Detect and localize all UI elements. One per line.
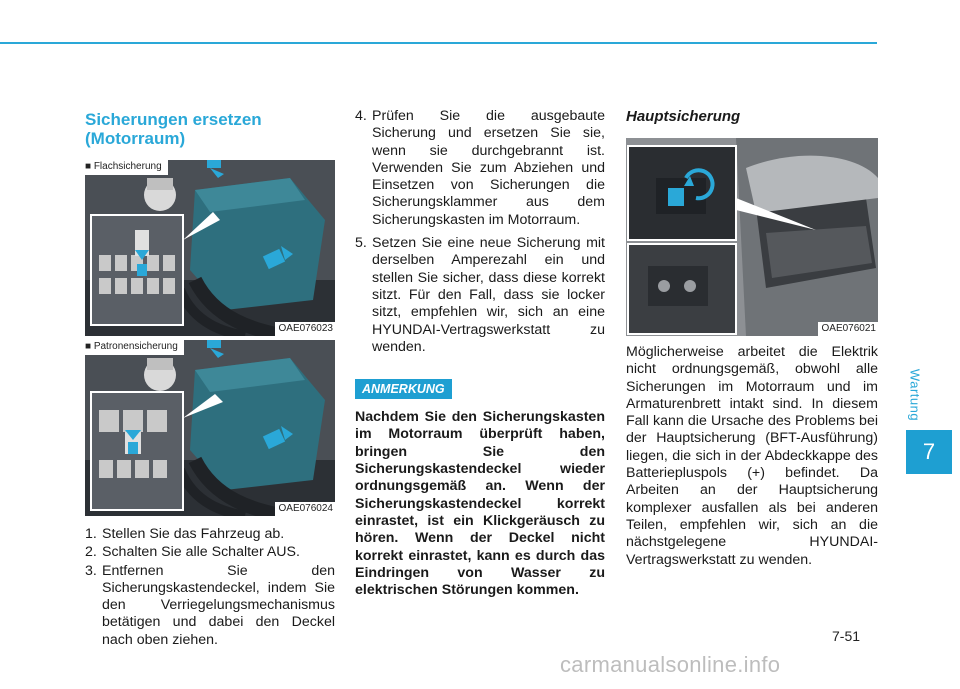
trunk-battery-illustration: [626, 138, 878, 336]
figure-code: OAE076021: [818, 322, 879, 336]
steps-list: [85, 526, 335, 649]
section-heading-line2: (Motorraum): [85, 129, 186, 148]
step-item: 4. Prüfen Sie die ausgebaute Sicherung und ersetzen Sie sie, wenn sie durchgebrannt ist. Verwenden Sie zum Abziehen und Einsetzen von Sicherungen die Sicherungsklammer aus dem Sicherungskasten im Motorraum.: [355, 108, 605, 228]
page-number: 7-51: [832, 628, 861, 644]
step-item: 5. Setzen Sie eine neue Sicherung mit derselben Amperezahl ein und stellen Sie sicher, dass diese korrekt sitzt. Für den Fall, dass sie locker sitzt, empfehlen wir, sich an eine HYUNDAI-Vertragswerkstatt zu wenden.: [355, 235, 605, 355]
figure-code: OAE076024: [275, 502, 336, 516]
figure-code: OAE076023: [275, 322, 336, 336]
header-rule: [0, 42, 877, 44]
column-right: [626, 108, 878, 569]
section-heading: [85, 110, 335, 148]
chapter-number-badge: 7: [906, 430, 952, 474]
step-item: 2. Schalten Sie alle Schalter AUS.: [85, 544, 300, 561]
figure-cartridge-fuse: [85, 340, 335, 516]
chapter-title-text: Wartung: [907, 368, 923, 422]
engine-fuse-box-illustration: [85, 340, 335, 516]
main-fuse-paragraph: Möglicherweise arbeitet die Elektrik nicht ordnungsgemäß, obwohl alle Sicherungen im Motorraum und im Armaturenbrett intakt sind. In diesem Fall kann die Ursache des Problems bei der Hauptsicherung (BFT-Ausführung) liegen, die sich in der Abdeckkappe des Batteriepluspols (+) befindet. Da Arbeiten an der Hauptsicherung komplexer ausfallen als bei anderen Teilen, empfehlen wir, sich an die nächstgelegene HYUNDAI-Vertragswerkstatt zu wenden.: [626, 344, 878, 568]
figure-blade-fuse: [85, 160, 335, 336]
section-heading-line1: Sicherungen ersetzen: [85, 110, 262, 129]
note-text: Nachdem Sie den Sicherungskasten im Motorraum überprüft haben, bringen Sie den Sicherungskastendeckel wieder ordnungsgemäß an. Wenn der Sicherungskastendeckel korrekt einrastet, ist ein Klickgeräusch zu hören. Wenn der Deckel nicht korrekt einrastet, kann es durch das Eindringen von Wasser zu elektrischen Störungen kommen.: [355, 409, 605, 599]
engine-fuse-box-illustration: [85, 160, 335, 336]
subsection-heading: Hauptsicherung: [626, 108, 741, 125]
column-left: [85, 110, 335, 650]
step-item: 1. Stellen Sie das Fahrzeug ab.: [85, 526, 285, 542]
steps-list-continued: [355, 108, 605, 356]
step-item: 3. Entfernen Sie den Sicherungskastendeckel, indem Sie den Verriegelungsmechanismus betätigen und dabei den Deckel nach oben ziehen.: [85, 562, 335, 648]
figure-main-fuse: [626, 138, 878, 336]
watermark: carmanualsonline.info: [560, 652, 781, 677]
column-middle: [355, 108, 605, 599]
figure-caption: ■ Patronensicherung: [85, 340, 184, 355]
note-badge: ANMERKUNG: [355, 379, 452, 399]
figure-caption: ■ Flachsicherung: [85, 160, 168, 175]
